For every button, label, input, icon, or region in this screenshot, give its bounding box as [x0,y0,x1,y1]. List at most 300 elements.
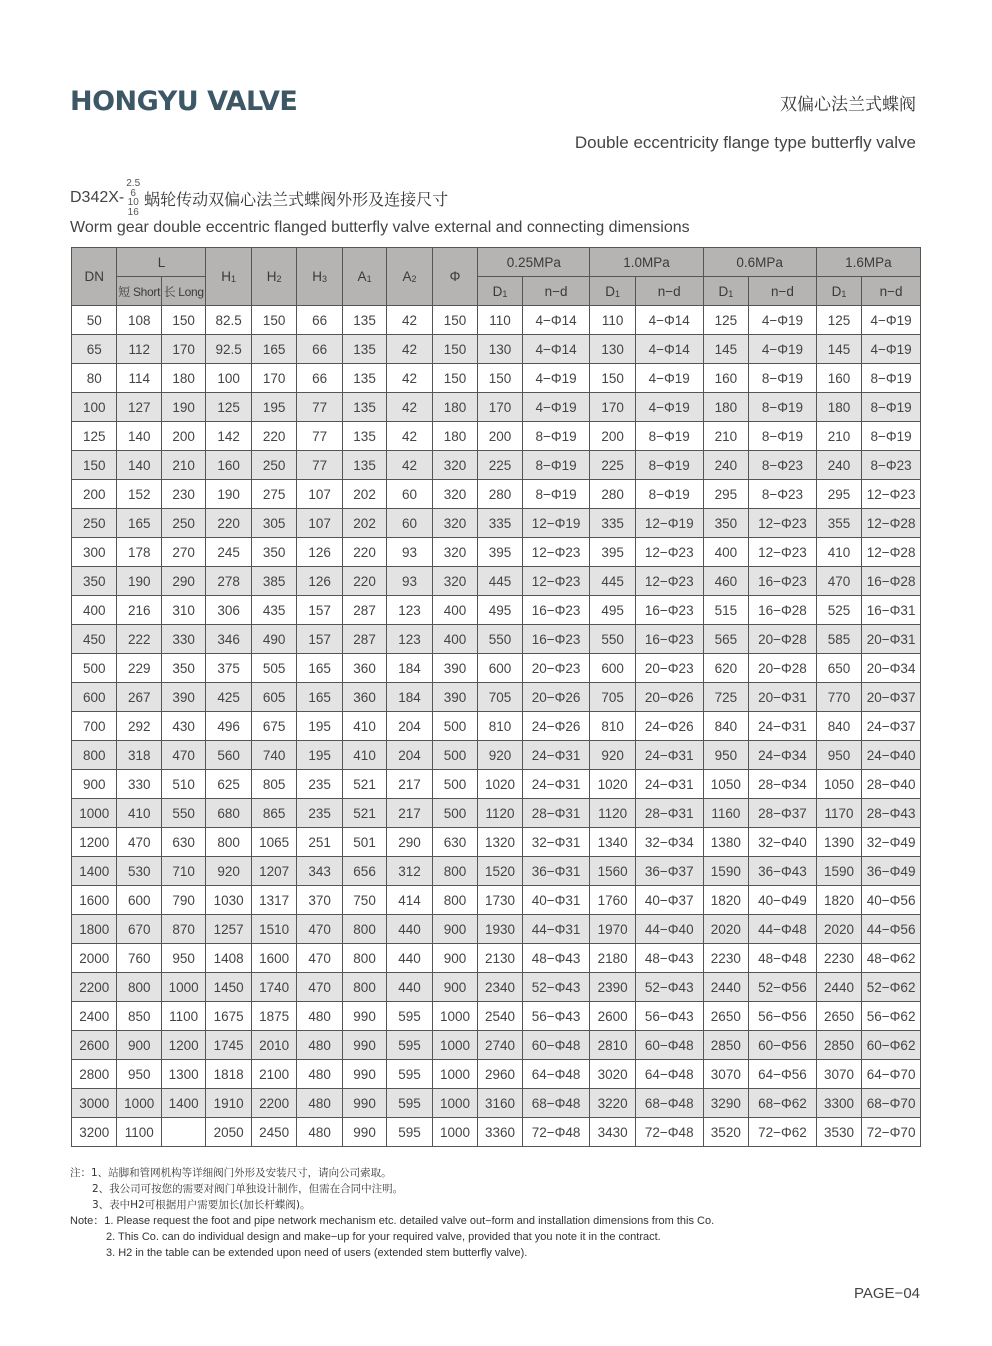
cell-a1: 220 [342,567,386,596]
cell-d1-10: 130 [590,335,635,364]
cell-l-long: 290 [161,567,205,596]
cell-d1-06: 3290 [703,1089,748,1118]
cell-nd-06: 20−Φ28 [749,654,817,683]
cell-nd-16: 8−Φ19 [862,393,921,422]
col-a1-sub: 1 [366,274,372,284]
cell-d1-16: 355 [816,509,861,538]
cell-l-short: 108 [117,306,161,335]
cell-nd-10: 24−Φ26 [635,712,703,741]
cell-h2: 1317 [251,886,296,915]
cell-d1-10: 705 [590,683,635,712]
cell-a2: 204 [387,741,432,770]
cell-d1-16: 125 [816,306,861,335]
cell-phi: 390 [432,683,477,712]
cell-nd-025: 12−Φ19 [522,509,590,538]
table-row [72,654,921,683]
cell-d1-025: 2960 [478,1060,522,1089]
cell-a1: 135 [342,422,386,451]
cell-h3: 157 [297,596,342,625]
cell-nd-025: 28−Φ31 [522,799,590,828]
cell-h3: 251 [297,828,342,857]
cell-nd-025: 32−Φ31 [522,828,590,857]
cell-h2: 305 [251,509,296,538]
cell-h3: 195 [297,712,342,741]
cell-l-short: 114 [117,364,161,393]
cell-dn: 700 [72,712,117,741]
cell-nd-025: 4−Φ14 [522,306,590,335]
cell-nd-06: 68−Φ62 [749,1089,817,1118]
cell-a2: 184 [387,654,432,683]
cell-nd-10: 72−Φ48 [635,1118,703,1147]
cell-d1-06: 2230 [703,944,748,973]
cell-d1-06: 3520 [703,1118,748,1147]
cell-nd-025: 36−Φ31 [522,857,590,886]
cell-h1: 1745 [206,1031,251,1060]
cell-a2: 595 [387,1002,432,1031]
cell-a2: 312 [387,857,432,886]
col-pressure-0-25: 0.25MPa [478,248,590,277]
col-l-long: 长 Long [161,277,205,306]
cell-h2: 170 [251,364,296,393]
col-pressure-0-6: 0.6MPa [703,248,816,277]
cell-a1: 521 [342,799,386,828]
cell-a2: 93 [387,538,432,567]
cell-h3: 470 [297,915,342,944]
cell-nd-025: 44−Φ31 [522,915,590,944]
table-row [72,335,921,364]
note-cn-2: 2、我公司可按您的需要对阀门单独设计制作，但需在合同中注明。 [92,1183,404,1195]
cell-h2: 1740 [251,973,296,1002]
cell-d1-16: 1170 [816,799,861,828]
cell-l-long: 1000 [161,973,205,1002]
cell-l-long: 950 [161,944,205,973]
col-h1-label: H [221,269,232,284]
col-d1-label: D [605,283,616,299]
cell-dn: 450 [72,625,117,654]
cell-a2: 217 [387,799,432,828]
cell-a1: 202 [342,480,386,509]
cell-phi: 900 [432,973,477,1002]
cell-a2: 595 [387,1031,432,1060]
cell-nd-025: 8−Φ19 [522,422,590,451]
table-row [72,741,921,770]
cell-l-short: 950 [117,1060,161,1089]
cell-a2: 184 [387,683,432,712]
cell-nd-16: 48−Φ62 [862,944,921,973]
cell-d1-025: 150 [478,364,522,393]
col-d1 [478,277,522,306]
cell-nd-10: 4−Φ19 [635,393,703,422]
cell-phi: 400 [432,625,477,654]
cell-l-long: 1100 [161,1002,205,1031]
cell-nd-025: 68−Φ48 [522,1089,590,1118]
cell-nd-06: 8−Φ19 [749,422,817,451]
cell-dn: 200 [72,480,117,509]
col-h2 [251,248,296,306]
cell-l-long: 190 [161,393,205,422]
pressure-class: 10 [127,197,139,208]
cell-h1: 1408 [206,944,251,973]
cell-h1: 245 [206,538,251,567]
cell-l-long: 230 [161,480,205,509]
cell-nd-10: 52−Φ43 [635,973,703,1002]
col-nd: n−d [522,277,590,306]
cell-a1: 220 [342,538,386,567]
cell-nd-06: 8−Φ19 [749,364,817,393]
cell-a1: 501 [342,828,386,857]
cell-h3: 235 [297,770,342,799]
cell-l-short: 229 [117,654,161,683]
cell-dn: 350 [72,567,117,596]
cell-nd-025: 4−Φ19 [522,364,590,393]
cell-phi: 500 [432,712,477,741]
cell-h2: 165 [251,335,296,364]
cell-l-long: 210 [161,451,205,480]
col-l-short: 短 Short [117,277,161,306]
note-en-2: 2. This Co. can do individual design and make−up for your required valve, provided that you note it in the contract. [106,1231,661,1243]
cell-h2: 675 [251,712,296,741]
cell-a1: 410 [342,741,386,770]
cell-h2: 1065 [251,828,296,857]
cell-d1-10: 110 [590,306,635,335]
cell-d1-10: 1340 [590,828,635,857]
cell-d1-06: 400 [703,538,748,567]
cell-a1: 656 [342,857,386,886]
cell-d1-10: 445 [590,567,635,596]
cell-dn: 1400 [72,857,117,886]
cell-dn: 500 [72,654,117,683]
cell-h2: 195 [251,393,296,422]
cell-d1-10: 395 [590,538,635,567]
cell-d1-06: 2440 [703,973,748,1002]
cell-d1-06: 460 [703,567,748,596]
cell-h3: 107 [297,509,342,538]
cell-nd-10: 36−Φ37 [635,857,703,886]
cell-d1-06: 565 [703,625,748,654]
cell-d1-10: 170 [590,393,635,422]
cell-nd-10: 48−Φ43 [635,944,703,973]
cell-d1-10: 3430 [590,1118,635,1147]
cell-l-short: 318 [117,741,161,770]
cell-h1: 92.5 [206,335,251,364]
product-title-en: Double eccentricity flange type butterfly valve [574,133,916,152]
cell-h3: 66 [297,335,342,364]
cell-nd-10: 20−Φ26 [635,683,703,712]
cell-dn: 2800 [72,1060,117,1089]
cell-d1-16: 2020 [816,915,861,944]
cell-nd-06: 28−Φ37 [749,799,817,828]
cell-phi: 900 [432,944,477,973]
cell-nd-06: 56−Φ56 [749,1002,817,1031]
cell-a2: 42 [387,451,432,480]
subheader-row [72,277,921,306]
cell-l-long: 1400 [161,1089,205,1118]
cell-d1-025: 130 [478,335,522,364]
cell-l-short: 178 [117,538,161,567]
cell-nd-16: 8−Φ23 [862,451,921,480]
cell-d1-025: 1020 [478,770,522,799]
cell-a2: 440 [387,973,432,1002]
cell-h1: 100 [206,364,251,393]
pressure-class: 2.5 [126,178,141,189]
cell-nd-16: 12−Φ28 [862,538,921,567]
notes-section [70,1165,714,1261]
cell-d1-06: 145 [703,335,748,364]
cell-nd-025: 24−Φ31 [522,770,590,799]
cell-phi: 500 [432,770,477,799]
cell-nd-025: 4−Φ14 [522,335,590,364]
col-d1-label: D [831,283,842,299]
cell-d1-10: 1120 [590,799,635,828]
cell-nd-06: 12−Φ23 [749,509,817,538]
table-row [72,857,921,886]
model-title-en: Worm gear double eccentric flanged butterfly valve external and connecting dimensions [70,219,690,236]
cell-h1: 160 [206,451,251,480]
cell-nd-16: 4−Φ19 [862,306,921,335]
cell-d1-025: 280 [478,480,522,509]
cell-h1: 625 [206,770,251,799]
cell-d1-025: 1320 [478,828,522,857]
cell-phi: 150 [432,335,477,364]
cell-h2: 1207 [251,857,296,886]
cell-d1-06: 1160 [703,799,748,828]
cell-a1: 410 [342,712,386,741]
cell-a2: 60 [387,509,432,538]
cell-phi: 800 [432,857,477,886]
cell-d1-025: 2740 [478,1031,522,1060]
cell-nd-06: 12−Φ23 [749,538,817,567]
cell-l-long: 150 [161,306,205,335]
cell-h3: 66 [297,364,342,393]
cell-h1: 920 [206,857,251,886]
cell-a2: 123 [387,596,432,625]
cell-dn: 1800 [72,915,117,944]
cell-a1: 287 [342,625,386,654]
cell-nd-06: 8−Φ23 [749,451,817,480]
cell-l-long: 870 [161,915,205,944]
cell-l-long: 1200 [161,1031,205,1060]
cell-dn: 2000 [72,944,117,973]
col-a2-sub: 2 [411,274,417,284]
cell-h2: 505 [251,654,296,683]
cell-dn: 2600 [72,1031,117,1060]
cell-nd-10: 44−Φ40 [635,915,703,944]
cell-a2: 42 [387,422,432,451]
cell-phi: 150 [432,306,477,335]
cell-l-short: 470 [117,828,161,857]
cell-h3: 157 [297,625,342,654]
cell-d1-06: 125 [703,306,748,335]
cell-phi: 320 [432,538,477,567]
col-h2-sub: 2 [276,274,282,284]
table-row [72,364,921,393]
cell-nd-06: 4−Φ19 [749,306,817,335]
cell-d1-025: 1730 [478,886,522,915]
cell-a2: 60 [387,480,432,509]
cell-d1-06: 2850 [703,1031,748,1060]
cell-h2: 275 [251,480,296,509]
col-d1-sub: 1 [502,288,508,299]
cell-nd-16: 44−Φ56 [862,915,921,944]
brand-logo: HONGYU VALVE [70,86,298,117]
cell-d1-06: 295 [703,480,748,509]
cell-h2: 350 [251,538,296,567]
cell-l-short: 152 [117,480,161,509]
cell-h2: 150 [251,306,296,335]
cell-a2: 595 [387,1118,432,1147]
model-code: D342X- [70,189,125,206]
table-body [72,306,921,1147]
cell-dn: 300 [72,538,117,567]
table-row [72,1031,921,1060]
cell-d1-06: 1590 [703,857,748,886]
col-dn: DN [72,248,117,306]
cell-l-long: 270 [161,538,205,567]
cell-d1-025: 335 [478,509,522,538]
cell-l-short: 140 [117,422,161,451]
cell-l-short: 292 [117,712,161,741]
cell-phi: 400 [432,596,477,625]
cell-dn: 1600 [72,886,117,915]
cell-d1-16: 525 [816,596,861,625]
cell-l-short: 600 [117,886,161,915]
cell-nd-16: 16−Φ31 [862,596,921,625]
cell-h1: 306 [206,596,251,625]
cell-d1-10: 3220 [590,1089,635,1118]
cell-phi: 320 [432,451,477,480]
cell-nd-10: 64−Φ48 [635,1060,703,1089]
cell-dn: 125 [72,422,117,451]
cell-h2: 385 [251,567,296,596]
cell-h1: 278 [206,567,251,596]
cell-d1-10: 150 [590,364,635,393]
cell-d1-06: 2650 [703,1002,748,1031]
cell-nd-025: 60−Φ48 [522,1031,590,1060]
cell-nd-025: 64−Φ48 [522,1060,590,1089]
cell-nd-16: 60−Φ62 [862,1031,921,1060]
cell-h2: 2200 [251,1089,296,1118]
cell-h2: 1875 [251,1002,296,1031]
cell-nd-16: 20−Φ34 [862,654,921,683]
cell-l-long: 790 [161,886,205,915]
cell-a2: 290 [387,828,432,857]
cell-h1: 1910 [206,1089,251,1118]
cell-nd-06: 24−Φ34 [749,741,817,770]
cell-dn: 50 [72,306,117,335]
cell-nd-025: 20−Φ23 [522,654,590,683]
cell-d1-06: 515 [703,596,748,625]
cell-d1-16: 3300 [816,1089,861,1118]
cell-phi: 1000 [432,1002,477,1031]
cell-h1: 346 [206,625,251,654]
cell-a1: 135 [342,393,386,422]
pressure-class-stack [126,179,140,217]
cell-h3: 66 [297,306,342,335]
table-row [72,1002,921,1031]
col-h1 [206,248,251,306]
cell-a1: 135 [342,364,386,393]
cell-h3: 77 [297,451,342,480]
cell-h2: 1600 [251,944,296,973]
cell-d1-16: 2440 [816,973,861,1002]
cell-a2: 42 [387,364,432,393]
cell-l-short: 410 [117,799,161,828]
cell-h3: 165 [297,683,342,712]
cell-l-short: 140 [117,451,161,480]
cell-nd-16: 12−Φ23 [862,480,921,509]
cell-d1-025: 2340 [478,973,522,1002]
cell-h3: 470 [297,973,342,1002]
cell-phi: 150 [432,364,477,393]
cell-h3: 480 [297,1060,342,1089]
cell-d1-10: 1020 [590,770,635,799]
cell-nd-10: 4−Φ19 [635,364,703,393]
cell-l-short: 760 [117,944,161,973]
cell-a2: 123 [387,625,432,654]
col-nd: n−d [635,277,703,306]
cell-d1-025: 1930 [478,915,522,944]
cell-phi: 800 [432,886,477,915]
cell-d1-025: 1120 [478,799,522,828]
cell-a1: 990 [342,1002,386,1031]
cell-d1-16: 470 [816,567,861,596]
table-row [72,799,921,828]
cell-nd-06: 48−Φ48 [749,944,817,973]
table-row [72,770,921,799]
cell-d1-10: 335 [590,509,635,538]
cell-d1-16: 295 [816,480,861,509]
col-d1-label: D [718,283,729,299]
cell-a2: 440 [387,944,432,973]
table-row [72,422,921,451]
cell-d1-025: 3160 [478,1089,522,1118]
cell-a1: 287 [342,596,386,625]
cell-h3: 195 [297,741,342,770]
cell-l-short: 112 [117,335,161,364]
cell-nd-025: 12−Φ23 [522,567,590,596]
cell-d1-025: 495 [478,596,522,625]
cell-nd-16: 12−Φ28 [862,509,921,538]
cell-d1-16: 1390 [816,828,861,857]
cell-h2: 2450 [251,1118,296,1147]
cell-d1-10: 495 [590,596,635,625]
col-pressure-1-6: 1.6MPa [816,248,920,277]
cell-nd-16: 68−Φ70 [862,1089,921,1118]
cell-phi: 180 [432,422,477,451]
col-d1 [590,277,635,306]
cell-d1-025: 395 [478,538,522,567]
cell-nd-06: 40−Φ49 [749,886,817,915]
cell-h1: 125 [206,393,251,422]
cell-nd-16: 40−Φ56 [862,886,921,915]
cell-d1-16: 1820 [816,886,861,915]
cell-nd-025: 8−Φ19 [522,480,590,509]
model-title-cn: 蜗轮传动双偏心法兰式蝶阀外形及连接尺寸 [144,189,449,209]
cell-a2: 204 [387,712,432,741]
cell-h1: 680 [206,799,251,828]
cell-nd-06: 4−Φ19 [749,335,817,364]
cell-d1-06: 725 [703,683,748,712]
col-h3 [297,248,342,306]
cell-dn: 900 [72,770,117,799]
cell-a1: 990 [342,1118,386,1147]
cell-d1-06: 1820 [703,886,748,915]
cell-nd-06: 36−Φ43 [749,857,817,886]
cell-a1: 800 [342,915,386,944]
cell-l-long: 550 [161,799,205,828]
cell-l-short: 127 [117,393,161,422]
cell-a2: 93 [387,567,432,596]
